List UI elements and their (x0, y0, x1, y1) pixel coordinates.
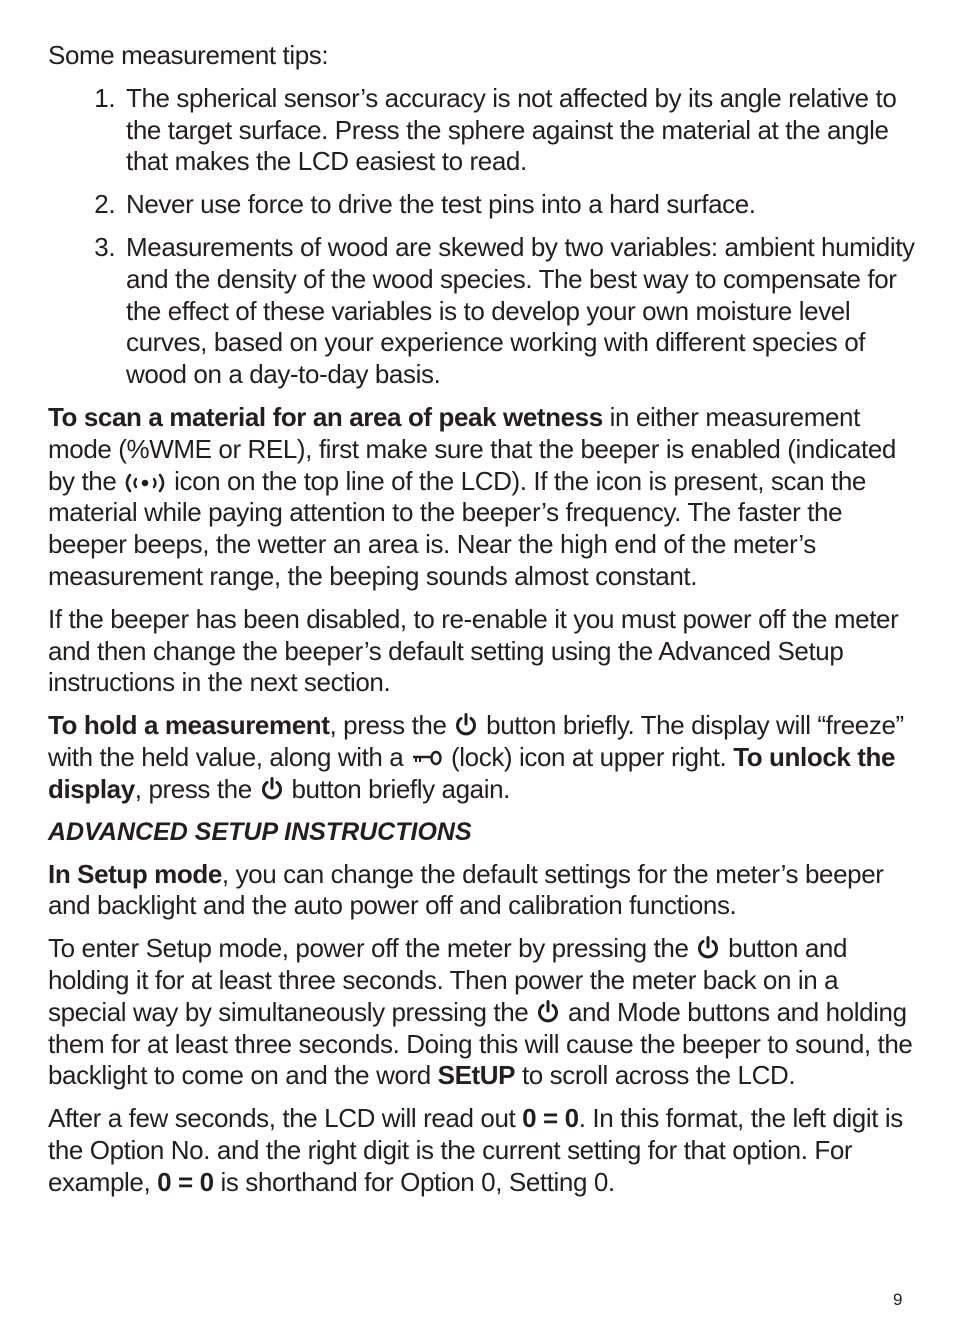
tips-intro: Some measurement tips: (48, 40, 329, 70)
scan-paragraph: To scan a material for an area of peak wetness in either measurement mode (%WME or REL), first make sure that the beeper is enabled (indicated by the icon on the top line of the LCD). If the icon is present, scan the material while paying attention to the beeper’s frequency. The faster the beeper beeps, the wetter an area is. Near the high end of the meter’s measurement range, the beeping sounds almost constant. (48, 401, 896, 591)
reenable-paragraph: If the beeper has been disabled, to re-enable it you must power off the meter and then change the beeper’s default setting using the Advanced Setup instructions in the next section. (48, 603, 899, 698)
tip-item: 2. Never use force to drive the test pins into a hard surface. (122, 189, 918, 221)
power-icon (535, 999, 561, 1025)
section-heading: ADVANCED SETUP INSTRUCTIONS (48, 817, 472, 846)
lock-icon (410, 748, 444, 770)
page-number: 9 (893, 1290, 903, 1309)
power-icon (259, 776, 285, 802)
enter-setup-paragraph: To enter Setup mode, power off the meter by pressing the button and holding it for at least three seconds. Then power the meter back on in a special way by simultaneously pressing the and Mode buttons and holding them for at least three seconds. Doing this will cause the beeper to sound, the backlight to come on and the word SEtUP to scroll across the LCD. (48, 933, 913, 1091)
scan-lead: To scan a material for an area of peak wetness (48, 401, 603, 432)
power-icon (453, 712, 479, 738)
page-content (48, 40, 918, 1210)
setup-mode-paragraph: In Setup mode, you can change the default settings for the meter’s beeper and backlight and the auto power off and calibration functions. (48, 858, 884, 921)
power-icon (695, 935, 721, 961)
tip-item: 3. Measurements of wood are skewed by two variables: ambient humidity and the density of the wood species. The best way to compensate for the effect of these variables is to develop your own moisture level curves, based on your experience working with different species of wood on a day-to-day basis. (122, 232, 918, 391)
beeper-icon (123, 472, 167, 494)
tip-item: 1. The spherical sensor’s accuracy is not affected by its angle relative to the target surface. Press the sphere against the material at the angle that makes the LCD easiest to read. (122, 83, 918, 178)
readout-paragraph: After a few seconds, the LCD will read out 0 = 0. In this format, the left digit is the Option No. and the right digit is the current setting for that option. For example, 0 = 0 is shorthand for Option 0, Setting 0. (48, 1103, 903, 1197)
hold-paragraph: To hold a measurement, press the button briefly. The display will “freeze” with the held value, along with a (lock) icon at upper right. To unlock the display, press the button briefly again. (48, 710, 904, 804)
tips-list (48, 83, 918, 391)
